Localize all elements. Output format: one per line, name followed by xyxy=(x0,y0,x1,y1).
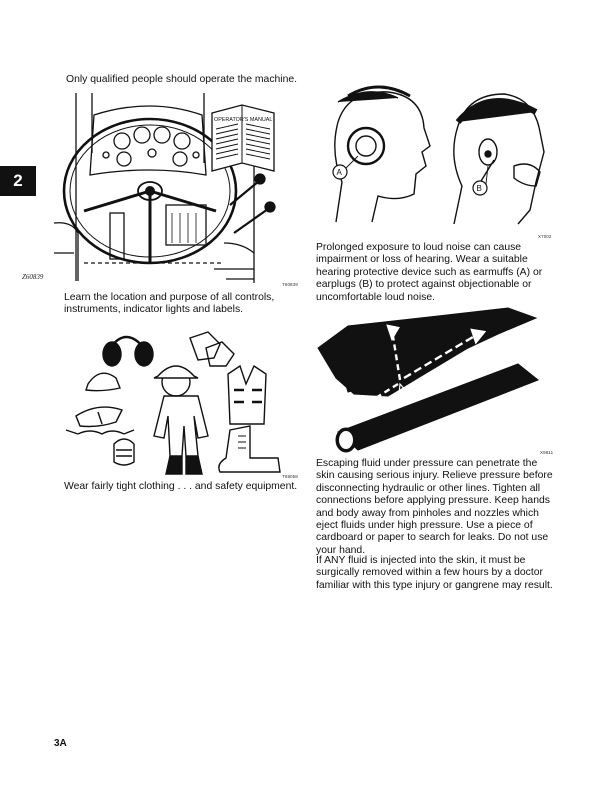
fig3-code: X7002 xyxy=(538,234,552,239)
fig1-code: T60839 xyxy=(282,282,298,287)
fig2-code: T69058 xyxy=(282,474,298,479)
book-title: OPERATOR'S MANUAL xyxy=(214,117,273,123)
caption-qualified-operators: Only qualified people should operate the machine. xyxy=(66,74,298,85)
fig2-caption: Wear fairly tight clothing . . . and safety equipment. xyxy=(64,481,298,492)
fig4-code: X9811 xyxy=(540,450,554,455)
fig4-caption: Escaping fluid under pressure can penetrate the skin causing serious injury. Relieve pressure before disconnecting hydraulic or other lines. Tighten all connections before applying pressure. Keep hands and body away from pinholes and nozzles which eject fluids under high pressure. Use a piece of cardboard or paper to search for leaks. Do not use your hand. xyxy=(316,458,553,556)
operator-station-illustration xyxy=(22,93,304,289)
page-number: 3A xyxy=(54,738,67,749)
gangrene-warning-paragraph: If ANY fluid is injected into the skin, it must be surgically removed within a few hours by a doctor familiar with this type injury or gangrene may result. xyxy=(316,555,553,591)
fig3-caption: Prolonged exposure to loud noise can cause impairment or loss of hearing. Wear a suitable hearing protective device such as earmuffs (A) or earplugs (B) to protect against objectionable or uncomfortable loud noise. xyxy=(316,242,543,303)
escaping-fluid-illustration xyxy=(318,308,548,452)
fig1-caption: Learn the location and purpose of all controls, instruments, indicator lights and labels. xyxy=(64,292,275,316)
earmuff-callout: A xyxy=(336,168,342,177)
section-tab-number: 2 xyxy=(13,171,23,190)
section-tab xyxy=(0,166,36,196)
hearing-protection-illustration xyxy=(318,82,546,228)
fig1-handwritten-id: Z60839 xyxy=(22,273,44,281)
safety-equipment-illustration xyxy=(58,326,298,476)
earplug-callout: B xyxy=(476,184,482,193)
